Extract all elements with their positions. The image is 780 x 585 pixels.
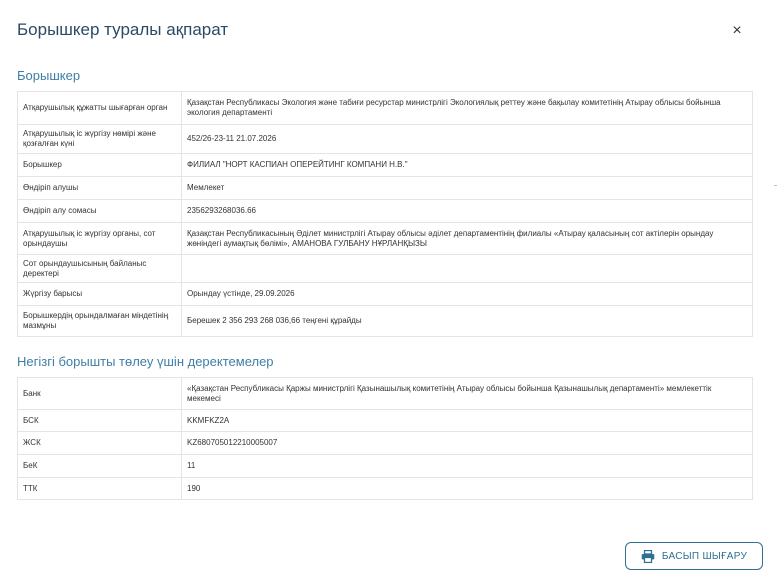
row-key: Жүргізу барысы xyxy=(18,283,182,306)
row-value: Мемлекет xyxy=(182,177,753,200)
row-value: Қазақстан Республикасы Экология және табиғи ресурстар министрлігі Экологиялық реттеу және бақылау комитетінің Атырау облысы бойынша экология департаменті xyxy=(182,92,753,125)
table-row xyxy=(18,455,753,478)
row-value: 452/26-23-11 21.07.2026 xyxy=(182,125,753,154)
row-key: БСК xyxy=(18,410,182,432)
row-value: Берешек 2 356 293 268 036,66 теңгені құрайды xyxy=(182,306,753,337)
print-button[interactable] xyxy=(625,542,763,570)
table-row xyxy=(18,432,753,455)
row-value: «Қазақстан Республикасы Қаржы министрлігі Қазынашылық комитетінің Атырау облысы бойынша Қазынашылық департаменті» мемлекеттік мекемесі xyxy=(182,378,753,410)
row-key: Сот орындаушысының байланыс деректері xyxy=(18,255,182,283)
table-row xyxy=(18,125,753,154)
table-row xyxy=(18,306,753,337)
row-key: БеК xyxy=(18,455,182,478)
close-button[interactable] xyxy=(728,20,746,42)
table-row xyxy=(18,283,753,306)
table-row xyxy=(18,200,753,223)
print-button-label: БАСЫП ШЫҒАРУ xyxy=(661,550,748,562)
row-key: ЖСК xyxy=(18,432,182,455)
table-row xyxy=(18,255,753,283)
scrollbar-edge xyxy=(774,185,777,186)
table-row xyxy=(18,378,753,410)
printer-icon xyxy=(641,550,655,563)
debtor-section-title: Борышкер xyxy=(17,68,81,83)
row-value: 11 xyxy=(182,455,753,478)
row-value: Орындау үстінде, 29.09.2026 xyxy=(182,283,753,306)
modal-title: Борышкер туралы ақпарат xyxy=(17,20,229,39)
row-value: ФИЛИАЛ "НОРТ КАСПИАН ОПЕРЕЙТИНГ КОМПАНИ Н.В." xyxy=(182,154,753,177)
row-key: Атқарушылық құжатты шығарған орган xyxy=(18,92,182,125)
payment-details-table xyxy=(17,377,753,500)
row-key: Борышкер xyxy=(18,154,182,177)
table-row xyxy=(18,92,753,125)
row-key: Атқарушылық іс жүргізу нөмірі және қозғалған күні xyxy=(18,125,182,154)
row-value xyxy=(182,255,753,283)
table-row xyxy=(18,154,753,177)
row-key: Атқарушылық іс жүргізу органы, сот орындаушы xyxy=(18,223,182,255)
table-row xyxy=(18,177,753,200)
row-value: KZ680705012210005007 xyxy=(182,432,753,455)
row-key: ТТК xyxy=(18,478,182,500)
row-value: Қазақстан Республикасының Әділет министрлігі Атырау облысы әділет департаментінің филиалы «Атырау қаласының сот актілерін орындау жөніндегі аумақтық бөлімі», АМАНОВА ГУЛБАНУ НҰРЛАНҚЫЗЫ xyxy=(182,223,753,255)
debtor-table xyxy=(17,91,753,337)
table-row xyxy=(18,478,753,500)
row-key: Борышкердің орындалмаған міндетінің мазмұны xyxy=(18,306,182,337)
payment-section-title: Негізгі борышты төлеу үшін деректемелер xyxy=(17,354,274,369)
row-key: Өндіріп алушы xyxy=(18,177,182,200)
row-key: Өндіріп алу сомасы xyxy=(18,200,182,223)
row-key: Банк xyxy=(18,378,182,410)
table-row xyxy=(18,223,753,255)
row-value: 190 xyxy=(182,478,753,500)
close-icon: × xyxy=(732,22,742,39)
table-row xyxy=(18,410,753,432)
row-value: 2356293268036.66 xyxy=(182,200,753,223)
row-value: KKMFKZ2A xyxy=(182,410,753,432)
